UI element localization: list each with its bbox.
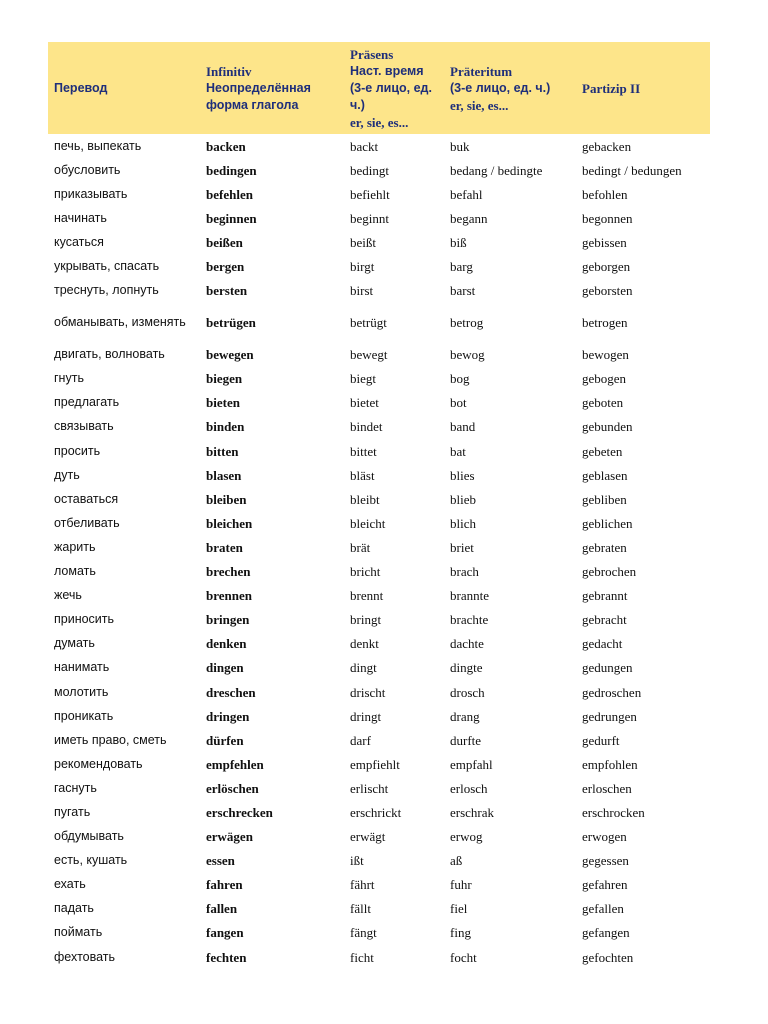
cell-infinitive: bergen <box>206 259 245 275</box>
cell-participle: geblichen <box>582 515 633 531</box>
cell-participle: gebraten <box>582 539 627 555</box>
table-row <box>48 752 710 776</box>
table-row <box>48 254 710 278</box>
verb-table <box>48 42 710 969</box>
cell-participle: erwogen <box>582 829 627 845</box>
cell-translation: оставаться <box>54 491 119 506</box>
cell-present: fährt <box>350 877 375 893</box>
cell-translation: думать <box>54 636 95 651</box>
cell-preterite: betrog <box>450 315 484 331</box>
header-present-line: ч.) <box>350 97 365 112</box>
table-row <box>48 182 710 206</box>
cell-infinitive: dreschen <box>206 684 256 700</box>
cell-infinitive: bleiben <box>206 491 247 507</box>
cell-present: birgt <box>350 259 375 275</box>
cell-participle: gebogen <box>582 371 627 387</box>
cell-preterite: befahl <box>450 186 483 202</box>
cell-infinitive: fahren <box>206 877 243 893</box>
cell-present: erwägt <box>350 829 386 845</box>
cell-preterite: briet <box>450 539 474 555</box>
header-infinitive-line: форма глагола <box>206 97 299 112</box>
table-row <box>48 279 710 303</box>
cell-translation: дуть <box>54 467 80 482</box>
cell-present: erschrickt <box>350 804 402 820</box>
cell-present: bindet <box>350 419 383 435</box>
cell-preterite: durfte <box>450 732 482 748</box>
table-row <box>48 463 710 487</box>
cell-translation: отбеливать <box>54 515 120 530</box>
cell-participle: gedungen <box>582 660 633 676</box>
header-present-line: Наст. время <box>350 63 424 78</box>
cell-infinitive: brechen <box>206 564 251 580</box>
header-present-line: er, sie, es... <box>350 114 409 130</box>
cell-translation: ехать <box>54 877 86 892</box>
cell-preterite: drang <box>450 708 480 724</box>
cell-preterite: erschrak <box>450 804 495 820</box>
cell-infinitive: bringen <box>206 612 250 628</box>
cell-present: fällt <box>350 901 371 917</box>
cell-translation: рекомендовать <box>54 756 143 771</box>
header-translation <box>48 42 200 134</box>
cell-preterite: bewog <box>450 347 485 363</box>
cell-infinitive: erschrecken <box>206 804 273 820</box>
header-present <box>344 42 444 134</box>
cell-translation: молотить <box>54 684 109 699</box>
header-infinitive <box>200 42 344 134</box>
cell-translation: обдумывать <box>54 829 124 844</box>
cell-translation: обманывать, изменять <box>54 315 186 330</box>
cell-preterite: blich <box>450 515 476 531</box>
table-row <box>48 704 710 728</box>
cell-translation: печь, выпекать <box>54 138 142 153</box>
document-page <box>48 42 710 969</box>
cell-participle: begonnen <box>582 210 633 226</box>
table-row <box>48 728 710 752</box>
cell-translation: жечь <box>54 588 82 603</box>
cell-translation: проникать <box>54 708 114 723</box>
cell-participle: erschrocken <box>582 804 645 820</box>
cell-translation: обусловить <box>54 162 121 177</box>
cell-translation: пугать <box>54 804 91 819</box>
cell-translation: фехтовать <box>54 949 116 964</box>
cell-present: brät <box>350 539 371 555</box>
cell-infinitive: befehlen <box>206 186 253 202</box>
table-row <box>48 825 710 849</box>
cell-participle: gedroschen <box>582 684 642 700</box>
table-row <box>48 134 710 158</box>
cell-preterite: brannte <box>450 588 489 604</box>
cell-preterite: barst <box>450 283 476 299</box>
cell-preterite: aß <box>450 853 463 869</box>
table-row <box>48 849 710 873</box>
table-row <box>48 873 710 897</box>
cell-present: bläst <box>350 467 375 483</box>
cell-participle: gedurft <box>582 732 620 748</box>
header-preterite-line: (3-е лицо, ед. ч.) <box>450 80 551 95</box>
header-preterite-line: Präteritum <box>450 63 513 79</box>
cell-preterite: bat <box>450 443 466 459</box>
cell-infinitive: binden <box>206 419 245 435</box>
cell-infinitive: bersten <box>206 283 248 299</box>
cell-participle: gebissen <box>582 234 627 250</box>
cell-infinitive: biegen <box>206 371 243 387</box>
cell-participle: gebeten <box>582 443 623 459</box>
header-participle <box>576 42 710 134</box>
cell-preterite: fuhr <box>450 877 472 893</box>
cell-present: darf <box>350 732 371 748</box>
cell-present: brennt <box>350 588 384 604</box>
cell-preterite: blieb <box>450 491 476 507</box>
cell-participle: bedingt / bedungen <box>582 162 682 178</box>
cell-preterite: begann <box>450 210 488 226</box>
cell-present: biegt <box>350 371 376 387</box>
cell-participle: gebrannt <box>582 588 628 604</box>
table-row <box>48 511 710 535</box>
cell-participle: gebunden <box>582 419 633 435</box>
table-row <box>48 439 710 463</box>
table-row <box>48 303 710 343</box>
cell-preterite: erwog <box>450 829 483 845</box>
cell-participle: gebliben <box>582 491 627 507</box>
cell-infinitive: denken <box>206 636 247 652</box>
cell-infinitive: braten <box>206 539 243 555</box>
cell-participle: geborsten <box>582 283 633 299</box>
cell-present: bietet <box>350 395 379 411</box>
table-row <box>48 584 710 608</box>
cell-participle: gebrochen <box>582 564 637 580</box>
cell-preterite: brach <box>450 564 479 580</box>
table-row <box>48 632 710 656</box>
cell-infinitive: bewegen <box>206 347 254 363</box>
cell-present: befiehlt <box>350 186 390 202</box>
cell-infinitive: fangen <box>206 925 244 941</box>
cell-infinitive: beginnen <box>206 210 257 226</box>
cell-participle: geborgen <box>582 259 631 275</box>
header-preterite-line: er, sie, es... <box>450 97 509 113</box>
cell-infinitive: brennen <box>206 588 252 604</box>
table-row <box>48 343 710 367</box>
cell-preterite: biß <box>450 234 467 250</box>
table-header <box>48 42 710 134</box>
cell-present: bittet <box>350 443 377 459</box>
cell-infinitive: bedingen <box>206 162 257 178</box>
table-row <box>48 680 710 704</box>
cell-infinitive: fallen <box>206 901 238 917</box>
table-body <box>48 134 710 969</box>
cell-translation: падать <box>54 901 94 916</box>
cell-present: dingt <box>350 660 377 676</box>
cell-participle: gefangen <box>582 925 630 941</box>
cell-translation: поймать <box>54 925 103 940</box>
header-participle-line: Partizip II <box>582 80 641 96</box>
header-present-line: (3-е лицо, ед. <box>350 80 432 95</box>
table-row <box>48 415 710 439</box>
cell-present: ficht <box>350 949 374 965</box>
table-row <box>48 206 710 230</box>
cell-preterite: dingte <box>450 660 483 676</box>
cell-preterite: brachte <box>450 612 489 628</box>
table-row <box>48 487 710 511</box>
cell-participle: erloschen <box>582 780 632 796</box>
cell-participle: geboten <box>582 395 624 411</box>
cell-translation: гаснуть <box>54 780 97 795</box>
header-infinitive-line: Infinitiv <box>206 63 252 79</box>
table-row <box>48 560 710 584</box>
cell-participle: gedrungen <box>582 708 637 724</box>
cell-present: birst <box>350 283 374 299</box>
cell-present: beißt <box>350 234 376 250</box>
cell-infinitive: blasen <box>206 467 242 483</box>
cell-preterite: buk <box>450 138 470 154</box>
cell-participle: gegessen <box>582 853 629 869</box>
cell-participle: gefahren <box>582 877 628 893</box>
table-row <box>48 391 710 415</box>
cell-infinitive: bleichen <box>206 515 253 531</box>
cell-preterite: focht <box>450 949 477 965</box>
cell-preterite: blies <box>450 467 475 483</box>
table-row <box>48 158 710 182</box>
cell-present: fängt <box>350 925 377 941</box>
cell-translation: кусаться <box>54 234 104 249</box>
cell-infinitive: bitten <box>206 443 239 459</box>
cell-translation: укрывать, спасать <box>54 259 160 274</box>
cell-preterite: bedang / bedingte <box>450 162 543 178</box>
cell-preterite: bot <box>450 395 467 411</box>
cell-translation: есть, кушать <box>54 853 128 868</box>
cell-present: betrügt <box>350 315 387 331</box>
cell-translation: просить <box>54 443 101 458</box>
header-preterite <box>444 42 576 134</box>
table-row <box>48 800 710 824</box>
cell-participle: befohlen <box>582 186 628 202</box>
cell-infinitive: beißen <box>206 234 243 250</box>
cell-participle: gedacht <box>582 636 623 652</box>
cell-present: erlischt <box>350 780 389 796</box>
table-row <box>48 656 710 680</box>
header-translation-line: Перевод <box>54 80 108 95</box>
cell-infinitive: fechten <box>206 949 247 965</box>
cell-participle: betrogen <box>582 315 628 331</box>
cell-translation: начинать <box>54 210 107 225</box>
table-row <box>48 608 710 632</box>
cell-translation: приказывать <box>54 186 128 201</box>
header-row <box>48 42 710 134</box>
cell-preterite: drosch <box>450 684 485 700</box>
cell-translation: предлагать <box>54 395 120 410</box>
table-row <box>48 945 710 969</box>
cell-translation: приносить <box>54 612 115 627</box>
cell-present: beginnt <box>350 210 389 226</box>
cell-preterite: fing <box>450 925 471 941</box>
cell-present: backt <box>350 138 379 154</box>
table-row <box>48 367 710 391</box>
cell-present: bringt <box>350 612 382 628</box>
cell-present: bewegt <box>350 347 388 363</box>
cell-translation: треснуть, лопнуть <box>54 283 159 298</box>
cell-participle: empfohlen <box>582 756 638 772</box>
cell-participle: bewogen <box>582 347 629 363</box>
cell-preterite: dachte <box>450 636 484 652</box>
cell-infinitive: dürfen <box>206 732 244 748</box>
cell-present: drischt <box>350 684 386 700</box>
cell-present: dringt <box>350 708 382 724</box>
cell-infinitive: erwägen <box>206 829 253 845</box>
cell-preterite: empfahl <box>450 756 493 772</box>
cell-infinitive: erlöschen <box>206 780 259 796</box>
cell-infinitive: bieten <box>206 395 240 411</box>
cell-infinitive: empfehlen <box>206 756 264 772</box>
header-infinitive-line: Неопределённая <box>206 80 311 95</box>
table-row <box>48 776 710 800</box>
cell-present: bleibt <box>350 491 380 507</box>
cell-translation: жарить <box>54 539 96 554</box>
cell-translation: нанимать <box>54 660 110 675</box>
cell-present: empfiehlt <box>350 756 400 772</box>
cell-participle: gefallen <box>582 901 624 917</box>
table-row <box>48 535 710 559</box>
cell-preterite: band <box>450 419 476 435</box>
cell-present: denkt <box>350 636 379 652</box>
table-row <box>48 230 710 254</box>
cell-infinitive: dringen <box>206 708 250 724</box>
cell-preterite: bog <box>450 371 470 387</box>
cell-participle: gebracht <box>582 612 627 628</box>
cell-participle: geblasen <box>582 467 628 483</box>
header-present-line: Präsens <box>350 46 394 62</box>
cell-infinitive: essen <box>206 853 235 869</box>
table-row <box>48 897 710 921</box>
cell-present: ißt <box>350 853 364 869</box>
cell-infinitive: dingen <box>206 660 244 676</box>
cell-present: bleicht <box>350 515 386 531</box>
table-row <box>48 921 710 945</box>
cell-translation: ломать <box>54 564 96 579</box>
cell-translation: двигать, волновать <box>54 347 165 362</box>
cell-participle: gebacken <box>582 138 632 154</box>
cell-preterite: barg <box>450 259 473 275</box>
cell-present: bedingt <box>350 162 389 178</box>
cell-preterite: fiel <box>450 901 468 917</box>
cell-translation: связывать <box>54 419 114 434</box>
cell-translation: иметь право, сметь <box>54 732 167 747</box>
cell-participle: gefochten <box>582 949 634 965</box>
cell-infinitive: backen <box>206 138 246 154</box>
cell-present: bricht <box>350 564 381 580</box>
cell-infinitive: betrügen <box>206 315 256 331</box>
cell-translation: гнуть <box>54 371 84 386</box>
cell-preterite: erlosch <box>450 780 488 796</box>
